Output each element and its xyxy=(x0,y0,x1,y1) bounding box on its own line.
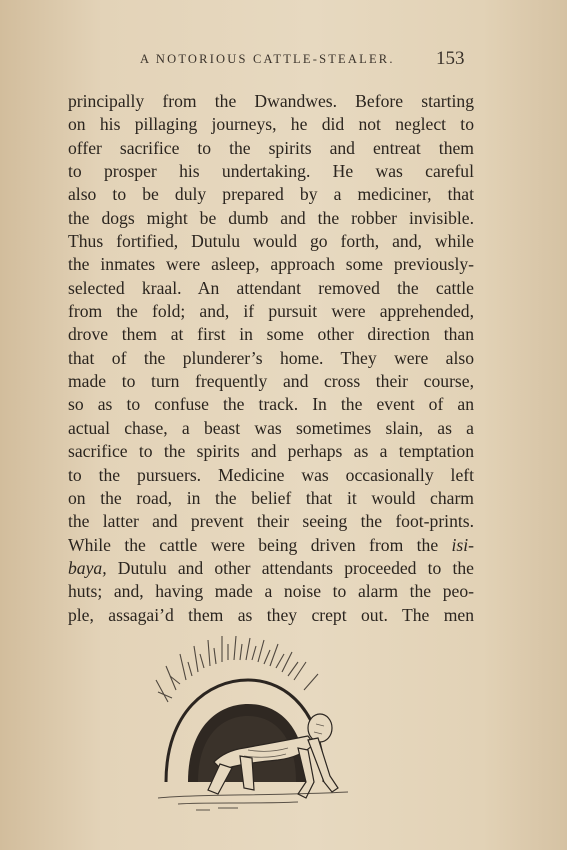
engraving-man-crawling-from-hut-icon xyxy=(148,632,360,817)
text-line: from the fold; and, if pursuit were apprehended, xyxy=(68,301,474,322)
text-line: the latter and prevent their seeing the foot-prints. xyxy=(68,511,474,532)
italic-word: baya, xyxy=(68,557,107,578)
page-header xyxy=(0,48,567,76)
text-line: made to turn frequently and cross their course, xyxy=(68,371,474,392)
text-line: on the road, in the belief that it would charm xyxy=(68,487,474,508)
text-line xyxy=(68,534,474,557)
text-run: Dutulu and other attendants proceeded to the xyxy=(117,557,474,578)
text-line: to the pursuers. Medicine was occasionally left xyxy=(68,464,474,485)
text-line: actual chase, a beast was sometimes slain, as a xyxy=(68,417,474,438)
text-line: Thus fortified, Dutulu would go forth, and, while xyxy=(68,231,474,252)
text-line: ple, assagai’d them as they crept out. The men xyxy=(68,604,474,625)
text-line: so as to confuse the track. In the event of an xyxy=(68,394,474,415)
body-text xyxy=(68,90,474,627)
running-head: A NOTORIOUS CATTLE-STEALER. xyxy=(140,52,395,66)
text-line: sacrifice to the spirits and perhaps as a temptation xyxy=(68,441,474,462)
text-line: principally from the Dwandwes. Before starting xyxy=(68,91,474,111)
text-line: the dogs might be dumb and the robber invisible. xyxy=(68,207,474,228)
page-number: 153 xyxy=(436,48,465,69)
text-line: offer sacrifice to the spirits and entreat them xyxy=(68,137,474,158)
text-line: to prosper his undertaking. He was careful xyxy=(68,161,474,182)
text-line: that of the plunderer’s home. They were also xyxy=(68,347,474,368)
text-line: also to be duly prepared by a mediciner, that xyxy=(68,184,474,205)
text-line: the inmates were asleep, approach some previously- xyxy=(68,254,474,275)
text-line: huts; and, having made a noise to alarm the peo- xyxy=(68,581,474,602)
italic-word: isi- xyxy=(451,534,474,555)
text-line: drove them at first in some other direction than xyxy=(68,324,474,345)
text-line xyxy=(68,557,474,580)
text-line: selected kraal. An attendant removed the cattle xyxy=(68,277,474,298)
text-run: While the cattle were being driven from the xyxy=(68,534,439,555)
text-line: on his pillaging journeys, he did not neglect to xyxy=(68,114,474,135)
